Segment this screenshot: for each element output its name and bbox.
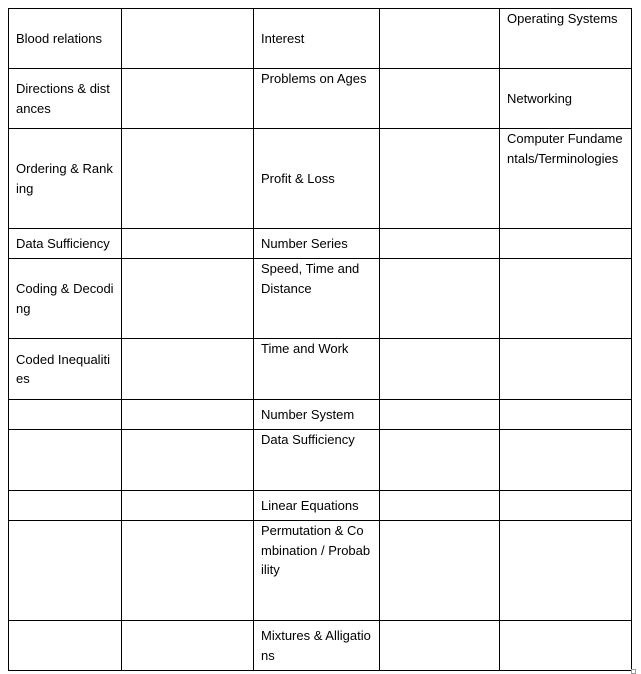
table-row (9, 69, 632, 129)
table-row (9, 259, 632, 339)
table-row (9, 9, 632, 69)
table-cell[interactable] (380, 521, 500, 621)
table-cell[interactable]: Directions & distances (9, 69, 122, 129)
table-cell[interactable] (500, 491, 632, 521)
table-cell[interactable] (380, 430, 500, 491)
table-cell[interactable] (380, 69, 500, 129)
table-cell[interactable]: Coding & Decoding (9, 259, 122, 339)
table-cell[interactable]: Permutation & Combination / Probability (254, 521, 380, 621)
table-cell[interactable] (380, 621, 500, 671)
table-cell[interactable]: Interest (254, 9, 380, 69)
table-resize-handle[interactable] (631, 669, 636, 674)
table-cell[interactable]: Networking (500, 69, 632, 129)
table-cell[interactable]: Coded Inequalities (9, 339, 122, 400)
table-cell[interactable] (9, 491, 122, 521)
table-cell[interactable] (122, 229, 254, 259)
table-cell[interactable] (380, 339, 500, 400)
table-cell[interactable]: Blood relations (9, 9, 122, 69)
table-row (9, 129, 632, 229)
table-cell[interactable] (500, 229, 632, 259)
table-cell[interactable]: Speed, Time and Distance (254, 259, 380, 339)
table-cell[interactable] (122, 69, 254, 129)
table-cell[interactable]: Data Sufficiency (9, 229, 122, 259)
table-row (9, 491, 632, 521)
table-cell[interactable]: Computer Fundamentals/Terminologies (500, 129, 632, 229)
table-cell[interactable] (500, 400, 632, 430)
table-cell[interactable]: Profit & Loss (254, 129, 380, 229)
table-cell[interactable] (9, 621, 122, 671)
table-cell[interactable]: Time and Work (254, 339, 380, 400)
table-row (9, 521, 632, 621)
table-cell[interactable] (380, 400, 500, 430)
table-cell[interactable] (500, 430, 632, 491)
table-cell[interactable] (9, 521, 122, 621)
table-cell[interactable] (122, 430, 254, 491)
table-cell[interactable] (122, 491, 254, 521)
table-cell[interactable]: Linear Equations (254, 491, 380, 521)
table-cell[interactable] (380, 491, 500, 521)
table-cell[interactable]: Mixtures & Alligations (254, 621, 380, 671)
table-cell[interactable] (380, 229, 500, 259)
table-cell[interactable] (9, 430, 122, 491)
table-cell[interactable] (122, 259, 254, 339)
table-cell[interactable] (500, 259, 632, 339)
table-cell[interactable] (122, 9, 254, 69)
table-cell[interactable] (500, 339, 632, 400)
table-cell[interactable]: Problems on Ages (254, 69, 380, 129)
table-cell[interactable] (9, 400, 122, 430)
topics-table (8, 8, 632, 671)
table-row (9, 339, 632, 400)
table-row (9, 229, 632, 259)
table-cell[interactable] (380, 9, 500, 69)
table-row (9, 621, 632, 671)
table-row (9, 400, 632, 430)
table-cell[interactable] (122, 339, 254, 400)
table-row (9, 430, 632, 491)
table-cell[interactable]: Number Series (254, 229, 380, 259)
table-cell[interactable]: Data Sufficiency (254, 430, 380, 491)
table-cell[interactable] (122, 521, 254, 621)
table-cell[interactable] (122, 621, 254, 671)
table-cell[interactable]: Ordering & Ranking (9, 129, 122, 229)
table-cell[interactable] (122, 129, 254, 229)
table-cell[interactable]: Number System (254, 400, 380, 430)
table-cell[interactable] (380, 259, 500, 339)
table-cell[interactable] (500, 621, 632, 671)
table-cell[interactable] (122, 400, 254, 430)
table-cell[interactable] (380, 129, 500, 229)
table-cell[interactable] (500, 521, 632, 621)
table-cell[interactable]: Operating Systems (500, 9, 632, 69)
